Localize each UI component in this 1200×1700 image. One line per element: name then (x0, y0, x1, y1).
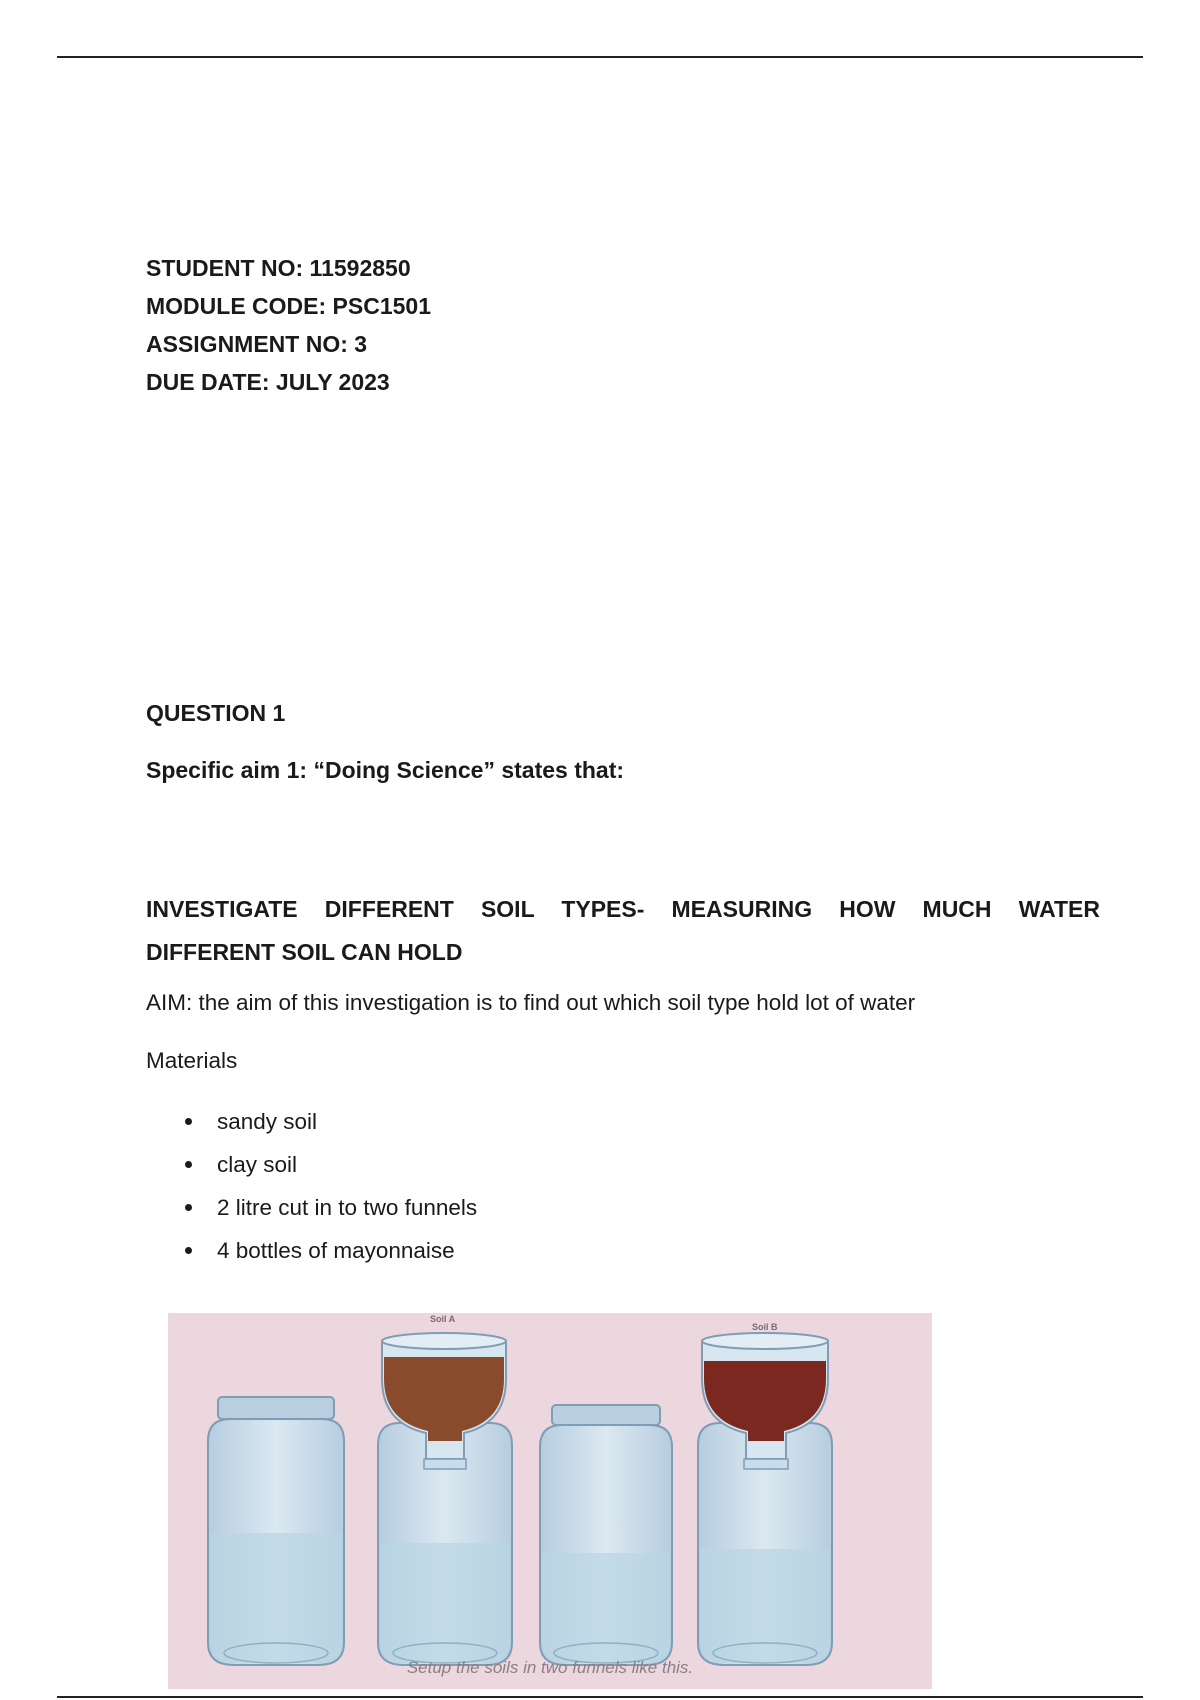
due-date: DUE DATE: JULY 2023 (146, 369, 390, 395)
materials-heading: Materials (146, 1048, 238, 1073)
jars-illustration (168, 1313, 932, 1689)
title-line-1: INVESTIGATE DIFFERENT SOIL TYPES- MEASURING HOW MUCH WATER (146, 896, 1100, 922)
bullet-icon (185, 1204, 192, 1211)
title-line-2: DIFFERENT SOIL CAN HOLD (146, 939, 463, 965)
list-item: 4 bottles of mayonnaise (176, 1229, 477, 1272)
jar-1 (208, 1397, 344, 1665)
bullet-icon (185, 1161, 192, 1168)
module-code: MODULE CODE: PSC1501 (146, 293, 432, 319)
soil-setup-figure (168, 1313, 932, 1689)
jar-4-soil-b (698, 1333, 832, 1665)
list-item: clay soil (176, 1143, 477, 1186)
top-rule (57, 56, 1143, 58)
specific-aim: Specific aim 1: “Doing Science” states that: (146, 757, 625, 783)
question-heading: QUESTION 1 (146, 700, 286, 726)
bullet-icon (185, 1247, 192, 1254)
assignment-number: ASSIGNMENT NO: 3 (146, 331, 368, 357)
jar-2-soil-a (378, 1333, 512, 1665)
figure-caption: Setup the soils in two funnels like this. (406, 1658, 694, 1677)
soil-a-label: Soil A (430, 1314, 456, 1324)
bullet-icon (185, 1118, 192, 1125)
materials-list (176, 1100, 477, 1272)
student-number: STUDENT NO: 11592850 (146, 255, 411, 281)
student-info (146, 249, 431, 401)
soil-b-label: Soil B (752, 1322, 778, 1332)
list-item: sandy soil (176, 1100, 477, 1143)
list-item: 2 litre cut in to two funnels (176, 1186, 477, 1229)
bottom-rule (57, 1696, 1143, 1698)
jar-3 (540, 1405, 672, 1665)
aim-statement: AIM: the aim of this investigation is to find out which soil type hold lot of water (146, 990, 916, 1015)
investigation-title (146, 888, 1100, 974)
